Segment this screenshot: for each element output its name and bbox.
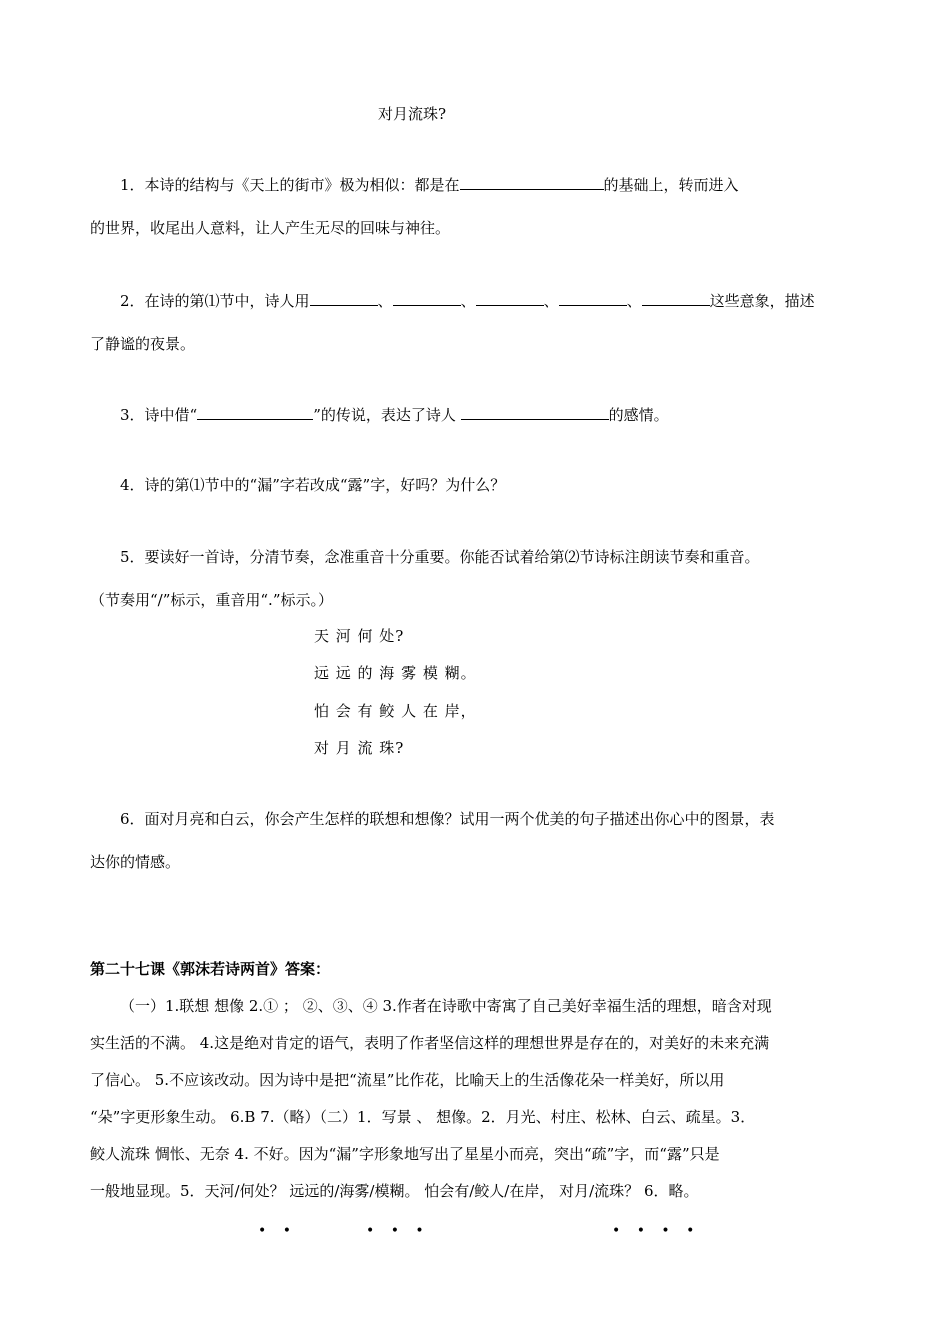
question-1-line-1: [120, 174, 739, 196]
answer-line-5: 鲛人流珠 惆怅、无奈 4. 不好。因为“漏”字形象地写出了星星小而亮，突出“疏”字，而“露”只是: [90, 1145, 720, 1163]
question-6-line-1: 6．面对月亮和白云，你会产生怎样的联想和想像？试用一两个优美的句子描述出你心中的图景，表: [120, 810, 775, 828]
question-1-text-b: 的基础上，转而进入: [603, 176, 739, 194]
answer-line-2: 实生活的不满。 4.这是绝对肯定的语气，表明了作者坚信这样的理想世界是存在的，对美好的未来充满: [90, 1034, 770, 1052]
answer-blank-1[interactable]: [460, 174, 604, 190]
separator: 、: [626, 292, 642, 310]
separator: 、: [543, 292, 559, 310]
answer-blank-2a[interactable]: [310, 290, 378, 306]
question-2-line-2: 了静谧的夜景。: [90, 335, 196, 353]
emphasis-dots-1: • •: [258, 1223, 297, 1239]
question-2-text-a: 2．在诗的第⑴节中，诗人用: [120, 292, 310, 310]
separator: 、: [460, 292, 476, 310]
poem-line-3: 怕 会 有 鲛 人 在 岸，: [314, 702, 477, 720]
question-1-text-a: 1．本诗的结构与《天上的街市》极为相似：都是在: [120, 176, 460, 194]
question-1-line-2: 的世界，收尾出人意料，让人产生无尽的回味与神往。: [90, 219, 451, 237]
question-3-text-b: ”的传说，表达了诗人: [313, 406, 461, 424]
answer-blank-2d[interactable]: [559, 290, 627, 306]
emphasis-dots-3: • • • •: [612, 1223, 701, 1239]
question-2-line-1: [120, 290, 815, 312]
answer-blank-3b[interactable]: [461, 404, 609, 420]
poem-line-4: 对 月 流 珠?: [314, 739, 405, 757]
answer-blank-2b[interactable]: [393, 290, 461, 306]
top-line: 对月流珠?: [378, 105, 447, 123]
answer-line-4: “朵”字更形象生动。 6.B 7.（略）（二）1．写景 、 想像。2．月光、村庄、松林、白云、疏星。3．: [90, 1108, 756, 1126]
question-3-text-a: 3．诗中借“: [120, 406, 198, 424]
poem-line-1: 天 河 何 处?: [314, 627, 405, 645]
question-4-line: 4．诗的第⑴节中的“漏”字若改成“露”字，好吗？为什么？: [120, 476, 506, 494]
emphasis-dots-2: • • •: [366, 1223, 430, 1239]
answer-line-3: 了信心。 5.不应该改动。因为诗中是把“流星”比作花，比喻天上的生活像花朵一样美好，所以用: [90, 1071, 725, 1089]
question-5-line-2: （节奏用“/”标示，重音用“.”标示。）: [90, 591, 333, 609]
question-2-text-b: 这些意象，描述: [709, 292, 815, 310]
separator: 、: [377, 292, 393, 310]
question-5-line-1: 5．要读好一首诗，分清节奏，念准重音十分重要。你能否试着给第⑵节诗标注朗读节奏和重音。: [120, 548, 760, 566]
answer-blank-3a[interactable]: [197, 404, 313, 420]
answer-line-1: （一）1.联想 想像 2.① ； ②、③、④ 3.作者在诗歌中寄寓了自己美好幸福生活的理想，暗含对现: [120, 997, 772, 1015]
question-3-line: [120, 404, 669, 426]
answer-line-6: 一般地显现。5．天河/何处？ 远远的/海雾/模糊。 怕会有/鲛人/在岸， 对月/流珠？ 6．略。: [90, 1182, 699, 1200]
question-3-text-c: 的感情。: [608, 406, 669, 424]
answer-blank-2c[interactable]: [476, 290, 544, 306]
answer-title: 第二十七课《郭沫若诗两首》答案：: [90, 960, 331, 978]
poem-line-2: 远 远 的 海 雾 模 糊。: [314, 664, 477, 682]
answer-blank-2e[interactable]: [642, 290, 710, 306]
question-6-line-2: 达你的情感。: [90, 853, 181, 871]
